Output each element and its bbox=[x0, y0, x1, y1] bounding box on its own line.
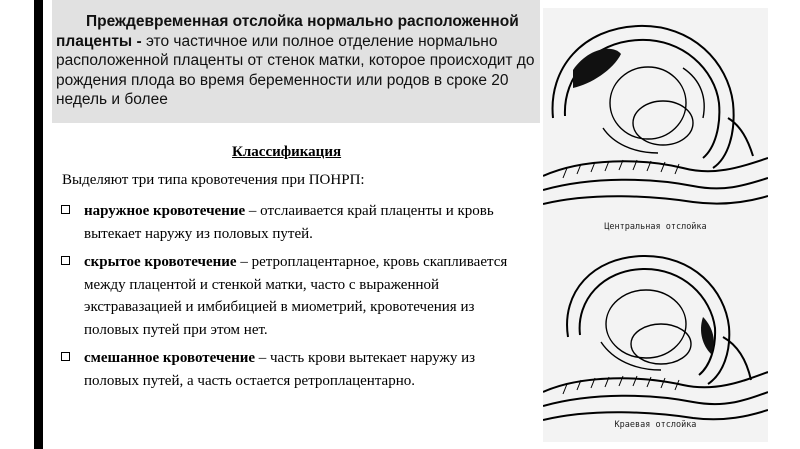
bleeding-types-list bbox=[58, 200, 528, 398]
left-accent-bar bbox=[34, 0, 43, 449]
top-figure-caption: Центральная отслойка bbox=[604, 222, 707, 232]
bullet-term: скрытое кровотечение bbox=[84, 254, 237, 270]
checkbox-bullet-icon bbox=[61, 205, 70, 214]
bullet-term: наружное кровотечение bbox=[84, 203, 246, 219]
list-item bbox=[58, 251, 528, 341]
illustrations-panel bbox=[543, 8, 768, 442]
intro-definition bbox=[56, 12, 542, 110]
bullet-text: – ретроплацентарное, кровь скапливается между плацентой и стенкой матки, часто с выраженной экстравазацией и имбибицией в миометрий, кровотечения из половых путей при этом нет. bbox=[84, 254, 508, 338]
checkbox-bullet-icon bbox=[61, 352, 70, 361]
intro-lead: Преждевременная отслойка нормально расположенной плаценты - bbox=[56, 13, 519, 50]
list-item bbox=[58, 347, 528, 392]
intro-rest: это частичное или полное отделение нормально расположенной плаценты от стенок матки, которое происходит до рождения плода во время беременности или родов в сроке 20 недель и более bbox=[56, 32, 535, 108]
classification-heading: Классификация bbox=[232, 144, 342, 160]
bottom-figure-caption: Краевая отслойка bbox=[614, 420, 697, 430]
bullet-text: – отслаивается край плаценты и кровь вытекает наружу из половых путей. bbox=[84, 203, 494, 242]
bullet-text: – часть крови вытекает наружу из половых путей, а часть остается ретроплацентарно. bbox=[84, 350, 476, 389]
bullet-term: смешанное кровотечение bbox=[84, 350, 256, 366]
checkbox-bullet-icon bbox=[61, 256, 70, 265]
classification-subtitle: Выделяют три типа кровотечения при ПОНРП: bbox=[62, 172, 365, 188]
central-abruption-illustration bbox=[543, 8, 768, 213]
list-item bbox=[58, 200, 528, 245]
marginal-abruption-illustration bbox=[543, 242, 768, 422]
